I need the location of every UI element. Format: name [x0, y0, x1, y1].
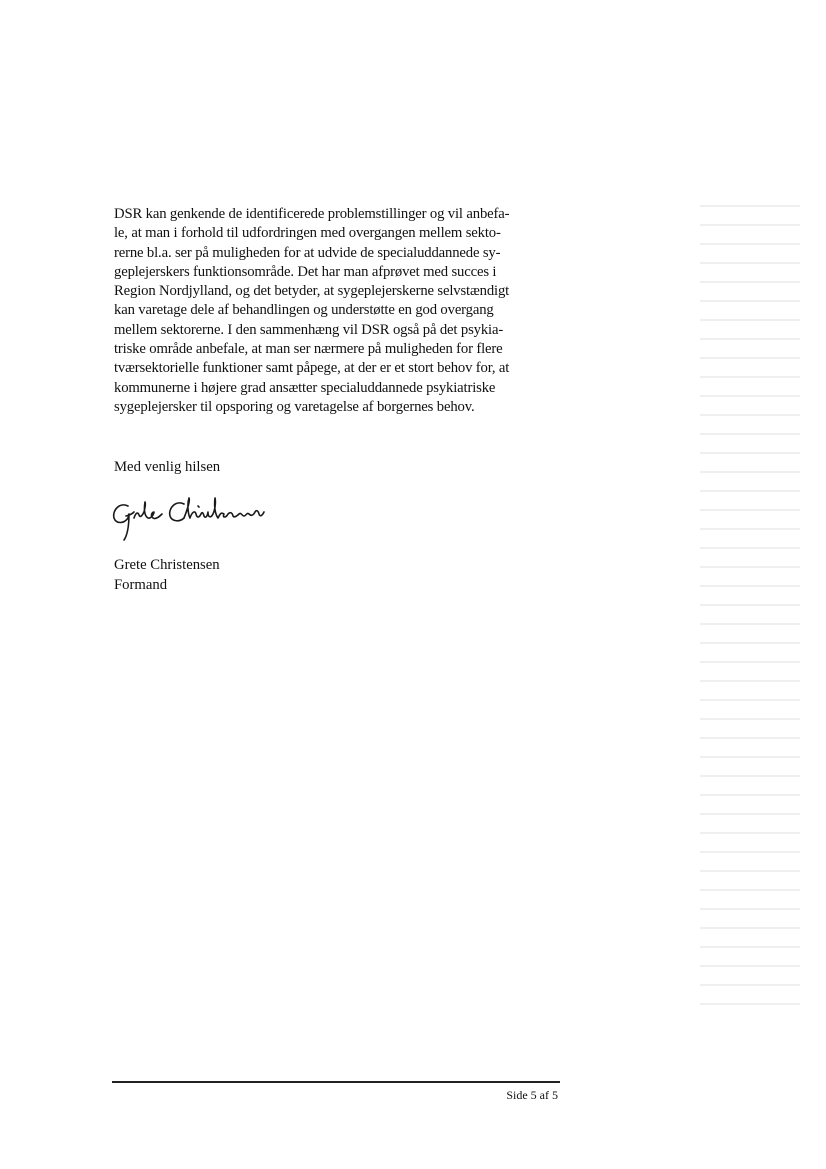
body-line: rerne bl.a. ser på muligheden for at udvide de specialuddannede sy- [114, 244, 501, 261]
body-line: triske område anbefale, at man ser nærmere på muligheden for flere [114, 341, 503, 358]
closing-salutation: Med venlig hilsen [114, 459, 221, 475]
body-line: kommunerne i højere grad ansætter specialuddannede psykiatriske [114, 379, 496, 396]
signer-name: Grete Christensen [114, 557, 220, 573]
body-line: le, at man i forhold til udfordringen med overgangen mellem sekto- [114, 225, 501, 242]
body-line: Region Nordjylland, og det betyder, at sygeplejerskerne selvstændigt [114, 283, 510, 300]
body-line: tværsektorielle funktioner samt påpege, at der er et stort behov for, at [114, 360, 510, 377]
body-line: kan varetage dele af behandlingen og understøtte en god overgang [114, 302, 494, 319]
letter-body-paragraph [114, 205, 564, 417]
signer-title: Formand [114, 577, 168, 593]
handwritten-signature [108, 494, 268, 544]
footer-divider [112, 1081, 560, 1083]
body-line: mellem sektorerne. I den sammenhæng vil DSR også på det psykia- [114, 321, 504, 338]
body-line: geplejerskers funktionsområde. Det har man afprøvet med succes i [114, 263, 497, 280]
body-line: sygeplejersker til opsporing og varetagelse af borgernes behov. [114, 398, 475, 415]
signer-block [114, 555, 220, 595]
body-line: DSR kan genkende de identificerede problemstillinger og vil anbefa- [114, 206, 510, 222]
page-number: Side 5 af 5 [506, 1088, 558, 1102]
reverse-side-bleed-through [700, 205, 800, 1065]
